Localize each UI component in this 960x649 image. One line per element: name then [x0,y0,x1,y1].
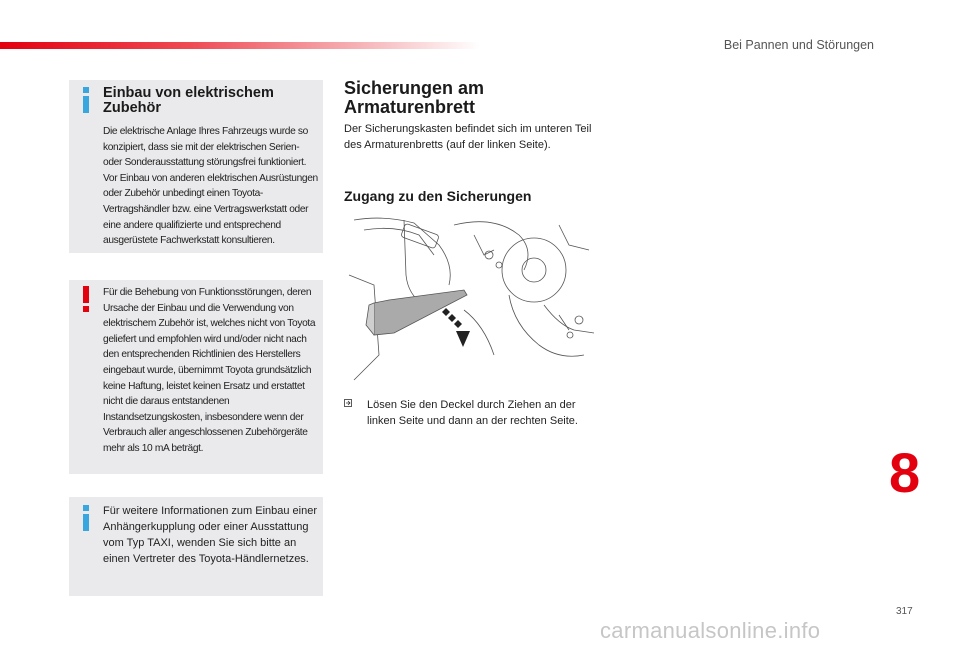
header-accent-bar [0,42,480,49]
info-icon [83,87,89,113]
dashboard-fuse-cover-illustration [344,215,598,385]
page-number: 317 [896,606,913,617]
warning-icon [83,286,89,312]
info-box-title: Einbau von elektrischem Zubehör [103,85,274,116]
info-box-text: Für weitere Informationen zum Einbau einer Anhängerkupplung oder einer Ausstattung vom Typ TAXI, wenden Sie sich bitte an einen Vertreter des Toyota-Händlernetzes. [103,505,317,565]
chapter-number: 8 [889,441,921,504]
subheading: Zugang zu den Sicherungen [344,188,532,204]
bullet-arrow-icon [344,399,352,407]
step-instruction: Lösen Sie den Deckel durch Ziehen an der linken Seite und dann an der rechten Seite. [367,399,578,427]
info-icon [83,505,89,531]
section-title: Bei Pannen und Störungen [723,38,874,52]
watermark: carmanualsonline.info [600,618,821,643]
info-box-text: Die elektrische Anlage Ihres Fahrzeugs wurde so konzipiert, dass sie mit der elektrischen Serien- oder Sonderausstattung störungsfrei funktioniert. Vor Einbau von anderen elektrischen Ausrüstungen oder Zubehör unbedingt einen Toyota-Vertragshändler bzw. eine Vertragswerkstatt oder eine andere qualifizierte und entsprechend ausgerüstete Fachwerkstatt konsultieren. [103,126,318,247]
intro-paragraph: Der Sicherungskasten befindet sich im unteren Teil des Armaturenbretts (auf der linken Seite). [344,123,592,151]
page-title: Sicherungen am Armaturenbrett [344,78,485,117]
warning-box-text: Für die Behebung von Funktionsstörungen, deren Ursache der Einbau und die Verwendung von elektrischem Zubehör ist, welches nicht von Toyota geliefert und empfohlen wird und/oder nicht nach den entsprechenden Richtlinien des Herstellers eingebaut wurde, übernimmt Toyota grundsätzlich keine Haftung, leistet keinen Ersatz und erstattet nicht die daraus entstandenen Instandsetzungskosten, insbesondere wenn der Verbrauch aller angeschlossenen Zubehörgeräte mehr als 10 mA beträgt. [103,287,316,454]
